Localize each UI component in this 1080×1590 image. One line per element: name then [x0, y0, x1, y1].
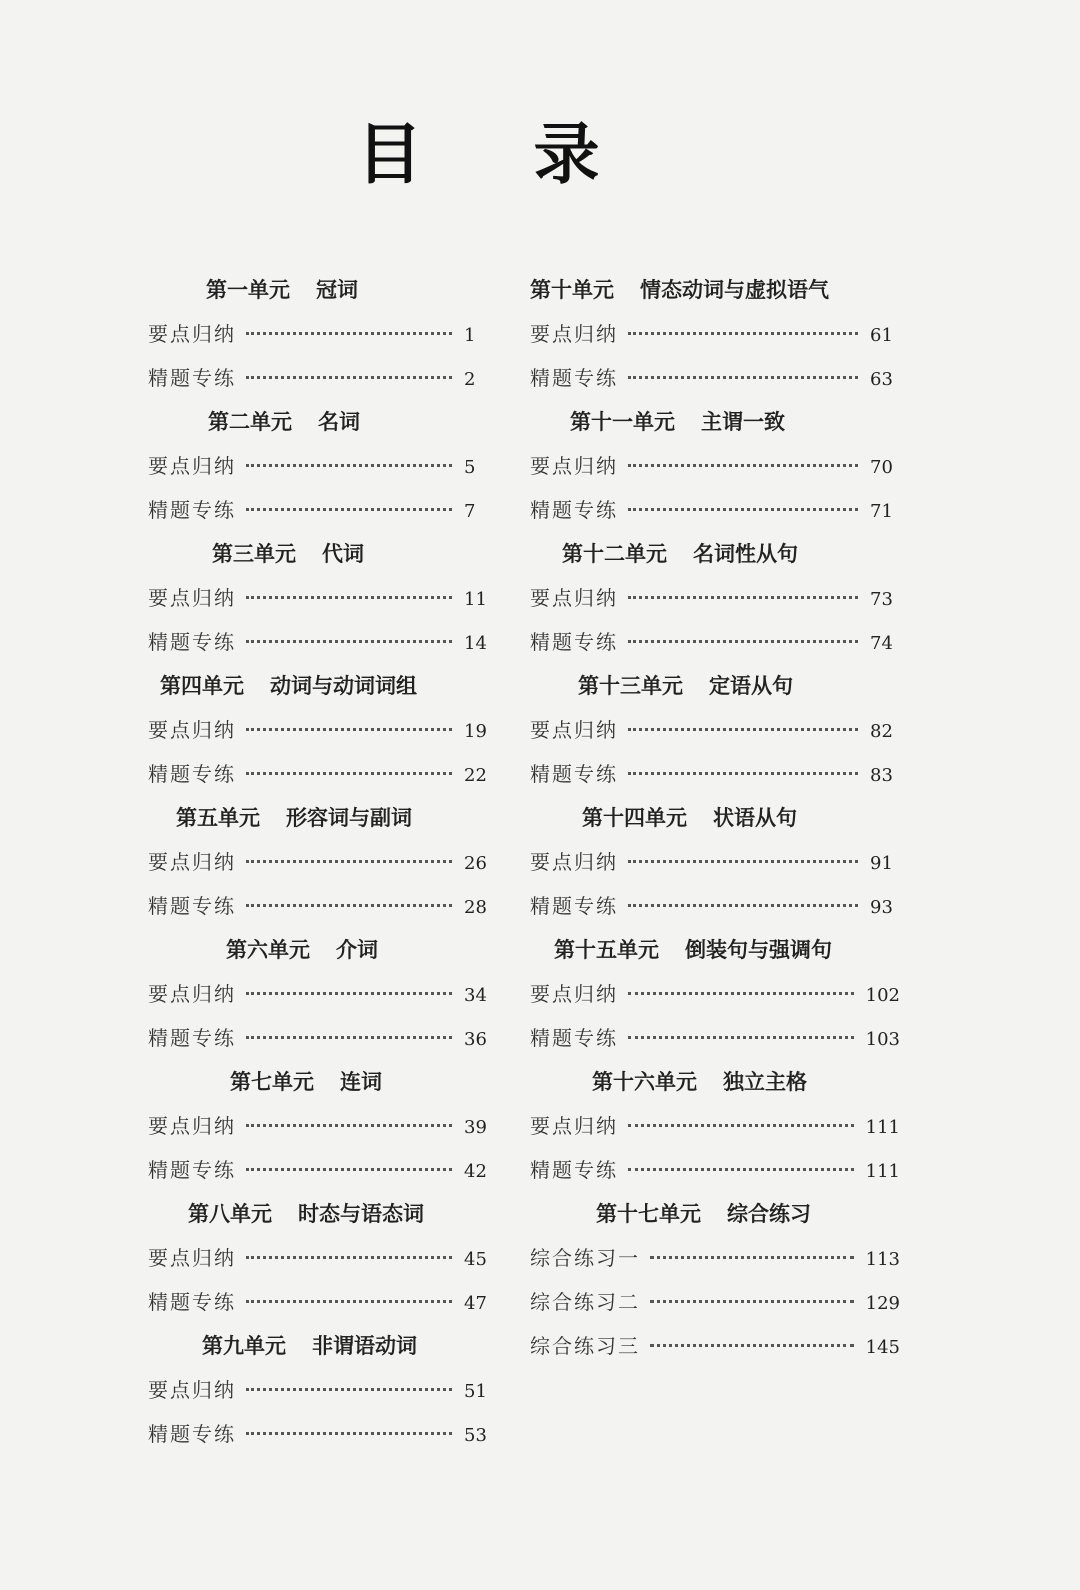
unit-heading — [530, 400, 900, 444]
unit-number: 第十单元 — [530, 278, 614, 302]
page-number: 145 — [865, 1337, 900, 1358]
toc-unit — [530, 532, 900, 664]
page-number: 19 — [464, 721, 487, 742]
entry-label: 精题专练 — [148, 630, 236, 654]
entry-label: 精题专练 — [148, 894, 236, 918]
toc-entry — [148, 620, 494, 664]
toc-unit — [148, 1324, 494, 1456]
dot-leader — [246, 1432, 452, 1435]
page-number: 5 — [464, 457, 476, 478]
page-number: 111 — [865, 1117, 900, 1138]
dot-leader — [246, 728, 452, 731]
dot-leader — [246, 464, 452, 467]
toc-entry — [530, 884, 900, 928]
entry-label: 要点归纳 — [530, 850, 618, 874]
page-number: 1 — [464, 325, 476, 346]
dot-leader — [628, 728, 858, 731]
toc-unit — [530, 664, 900, 796]
dot-leader — [628, 332, 858, 335]
unit-topic: 状语从句 — [713, 806, 797, 830]
dot-leader — [628, 772, 858, 775]
page-number: 45 — [464, 1249, 487, 1270]
dot-leader — [246, 904, 452, 907]
unit-heading — [148, 1060, 494, 1104]
unit-heading — [530, 1060, 900, 1104]
dot-leader — [628, 1124, 854, 1127]
unit-heading — [148, 664, 494, 708]
entry-label: 精题专练 — [148, 1158, 236, 1182]
page-number: 51 — [464, 1381, 487, 1402]
unit-number: 第十二单元 — [562, 542, 667, 566]
unit-number: 第五单元 — [176, 806, 260, 830]
page-number: 53 — [464, 1425, 487, 1446]
page-number: 42 — [464, 1161, 487, 1182]
entry-label: 要点归纳 — [148, 1378, 236, 1402]
dot-leader — [246, 1300, 452, 1303]
toc-entry — [148, 1016, 494, 1060]
toc-unit — [148, 1060, 494, 1192]
unit-heading — [530, 532, 900, 576]
entry-label: 要点归纳 — [530, 982, 618, 1006]
unit-heading — [530, 1192, 900, 1236]
unit-number: 第十一单元 — [570, 410, 675, 434]
unit-number: 第十七单元 — [596, 1202, 701, 1226]
toc-unit — [530, 268, 900, 400]
entry-label: 精题专练 — [148, 498, 236, 522]
toc-entry — [148, 840, 494, 884]
entry-label: 精题专练 — [148, 1290, 236, 1314]
toc-entry — [148, 1104, 494, 1148]
toc-entry — [148, 1368, 494, 1412]
dot-leader — [650, 1300, 854, 1303]
unit-topic: 主谓一致 — [701, 410, 785, 434]
entry-label: 精题专练 — [148, 762, 236, 786]
page-number: 103 — [865, 1029, 900, 1050]
entry-label: 精题专练 — [530, 630, 618, 654]
toc-entry — [530, 1016, 900, 1060]
entry-label: 要点归纳 — [148, 850, 236, 874]
page-number: 36 — [464, 1029, 487, 1050]
dot-leader — [628, 860, 858, 863]
entry-label: 精题专练 — [148, 1422, 236, 1446]
page-number: 102 — [865, 985, 900, 1006]
toc-entry — [530, 972, 900, 1016]
unit-topic: 介词 — [336, 938, 378, 962]
dot-leader — [246, 508, 452, 511]
dot-leader — [246, 992, 452, 995]
dot-leader — [628, 1036, 854, 1039]
toc-entry — [148, 972, 494, 1016]
dot-leader — [246, 1388, 452, 1391]
toc-entry — [148, 1148, 494, 1192]
toc-entry — [148, 752, 494, 796]
entry-label: 综合练习二 — [530, 1290, 640, 1314]
page-number: 34 — [464, 985, 487, 1006]
dot-leader — [246, 1036, 452, 1039]
dot-leader — [246, 1168, 452, 1171]
page-number: 83 — [870, 765, 893, 786]
toc-entry — [530, 1324, 900, 1368]
unit-heading — [148, 268, 494, 312]
entry-label: 要点归纳 — [148, 454, 236, 478]
entry-label: 精题专练 — [148, 1026, 236, 1050]
toc-entry — [148, 356, 494, 400]
page-number: 93 — [870, 897, 893, 918]
page-number: 7 — [464, 501, 476, 522]
unit-heading — [148, 400, 494, 444]
entry-label: 要点归纳 — [530, 454, 618, 478]
entry-label: 精题专练 — [530, 762, 618, 786]
unit-topic: 时态与语态词 — [298, 1202, 424, 1226]
unit-heading — [148, 928, 494, 972]
dot-leader — [650, 1256, 854, 1259]
unit-topic: 名词 — [318, 410, 360, 434]
dot-leader — [628, 464, 858, 467]
page-number: 73 — [870, 589, 893, 610]
unit-heading — [530, 268, 900, 312]
entry-label: 综合练习三 — [530, 1334, 640, 1358]
unit-heading — [148, 532, 494, 576]
unit-number: 第四单元 — [160, 674, 244, 698]
toc-unit — [530, 796, 900, 928]
page-number: 47 — [464, 1293, 487, 1314]
unit-topic: 非谓语动词 — [312, 1334, 417, 1358]
toc-entry — [148, 312, 494, 356]
unit-heading — [530, 664, 900, 708]
unit-number: 第六单元 — [226, 938, 310, 962]
toc-unit — [530, 1192, 900, 1368]
unit-number: 第十六单元 — [592, 1070, 697, 1094]
entry-label: 综合练习一 — [530, 1246, 640, 1270]
entry-label: 要点归纳 — [530, 586, 618, 610]
dot-leader — [628, 1168, 854, 1171]
toc-unit — [530, 400, 900, 532]
entry-label: 要点归纳 — [148, 1114, 236, 1138]
unit-heading — [148, 1324, 494, 1368]
page-number: 2 — [464, 369, 476, 390]
toc-entry — [530, 444, 900, 488]
toc-entry — [530, 488, 900, 532]
page-number: 129 — [865, 1293, 900, 1314]
toc-left-column — [148, 268, 494, 1456]
page-number: 28 — [464, 897, 487, 918]
toc-unit — [530, 1060, 900, 1192]
toc-entry — [148, 1280, 494, 1324]
dot-leader — [246, 376, 452, 379]
unit-topic: 冠词 — [316, 278, 358, 302]
toc-entry — [148, 884, 494, 928]
toc-entry — [148, 444, 494, 488]
unit-number: 第八单元 — [188, 1202, 272, 1226]
dot-leader — [650, 1344, 854, 1347]
entry-label: 要点归纳 — [148, 982, 236, 1006]
toc-unit — [148, 928, 494, 1060]
unit-heading — [148, 796, 494, 840]
unit-number: 第十四单元 — [582, 806, 687, 830]
entry-label: 精题专练 — [530, 894, 618, 918]
entry-label: 要点归纳 — [148, 586, 236, 610]
page-title: 目 录 — [356, 116, 644, 193]
page-number: 14 — [464, 633, 487, 654]
unit-heading — [530, 796, 900, 840]
toc-entry — [148, 488, 494, 532]
toc-entry — [530, 1104, 900, 1148]
unit-number: 第七单元 — [230, 1070, 314, 1094]
entry-label: 要点归纳 — [530, 1114, 618, 1138]
page-number: 61 — [870, 325, 893, 346]
toc-unit — [148, 532, 494, 664]
page-number: 11 — [464, 589, 487, 610]
unit-topic: 情态动词与虚拟语气 — [640, 278, 829, 302]
dot-leader — [246, 772, 452, 775]
toc-unit — [148, 268, 494, 400]
entry-label: 精题专练 — [530, 1158, 618, 1182]
unit-number: 第十五单元 — [554, 938, 659, 962]
dot-leader — [628, 508, 858, 511]
unit-number: 第一单元 — [206, 278, 290, 302]
toc-unit — [148, 796, 494, 928]
entry-label: 要点归纳 — [530, 718, 618, 742]
dot-leader — [246, 640, 452, 643]
unit-topic: 代词 — [322, 542, 364, 566]
toc-unit — [530, 928, 900, 1060]
toc-unit — [148, 400, 494, 532]
unit-number: 第十三单元 — [578, 674, 683, 698]
toc-entry — [148, 708, 494, 752]
dot-leader — [628, 640, 858, 643]
unit-number: 第三单元 — [212, 542, 296, 566]
entry-label: 精题专练 — [530, 1026, 618, 1050]
page-number: 91 — [870, 853, 893, 874]
toc-entry — [530, 576, 900, 620]
page-number: 71 — [870, 501, 893, 522]
toc-right-column — [530, 268, 900, 1368]
entry-label: 精题专练 — [530, 366, 618, 390]
unit-number: 第二单元 — [208, 410, 292, 434]
toc-entry — [148, 576, 494, 620]
unit-topic: 动词与动词词组 — [270, 674, 417, 698]
unit-topic: 倒装句与强调句 — [685, 938, 832, 962]
unit-heading — [530, 928, 900, 972]
page-number: 74 — [870, 633, 893, 654]
page-number: 39 — [464, 1117, 487, 1138]
toc-entry — [530, 1236, 900, 1280]
entry-label: 要点归纳 — [530, 322, 618, 346]
toc-entry — [530, 620, 900, 664]
dot-leader — [246, 1124, 452, 1127]
dot-leader — [246, 332, 452, 335]
dot-leader — [628, 904, 858, 907]
toc-unit — [148, 664, 494, 796]
page-number: 113 — [865, 1249, 900, 1270]
dot-leader — [246, 1256, 452, 1259]
page-number: 22 — [464, 765, 487, 786]
page-number: 111 — [865, 1161, 900, 1182]
page-number: 70 — [870, 457, 893, 478]
toc-entry — [530, 840, 900, 884]
entry-label: 要点归纳 — [148, 1246, 236, 1270]
page-number: 63 — [870, 369, 893, 390]
unit-topic: 独立主格 — [723, 1070, 807, 1094]
toc-entry — [148, 1412, 494, 1456]
toc-unit — [148, 1192, 494, 1324]
toc-entry — [148, 1236, 494, 1280]
unit-topic: 综合练习 — [727, 1202, 811, 1226]
unit-topic: 形容词与副词 — [286, 806, 412, 830]
toc-entry — [530, 1148, 900, 1192]
page-number: 82 — [870, 721, 893, 742]
toc-entry — [530, 312, 900, 356]
unit-topic: 连词 — [340, 1070, 382, 1094]
entry-label: 要点归纳 — [148, 718, 236, 742]
page-number: 26 — [464, 853, 487, 874]
dot-leader — [628, 376, 858, 379]
dot-leader — [628, 596, 858, 599]
entry-label: 精题专练 — [148, 366, 236, 390]
toc-entry — [530, 1280, 900, 1324]
dot-leader — [246, 860, 452, 863]
unit-number: 第九单元 — [202, 1334, 286, 1358]
entry-label: 要点归纳 — [148, 322, 236, 346]
dot-leader — [628, 992, 854, 995]
unit-topic: 名词性从句 — [693, 542, 798, 566]
toc-entry — [530, 356, 900, 400]
toc-entry — [530, 708, 900, 752]
unit-topic: 定语从句 — [709, 674, 793, 698]
unit-heading — [148, 1192, 494, 1236]
entry-label: 精题专练 — [530, 498, 618, 522]
dot-leader — [246, 596, 452, 599]
toc-entry — [530, 752, 900, 796]
